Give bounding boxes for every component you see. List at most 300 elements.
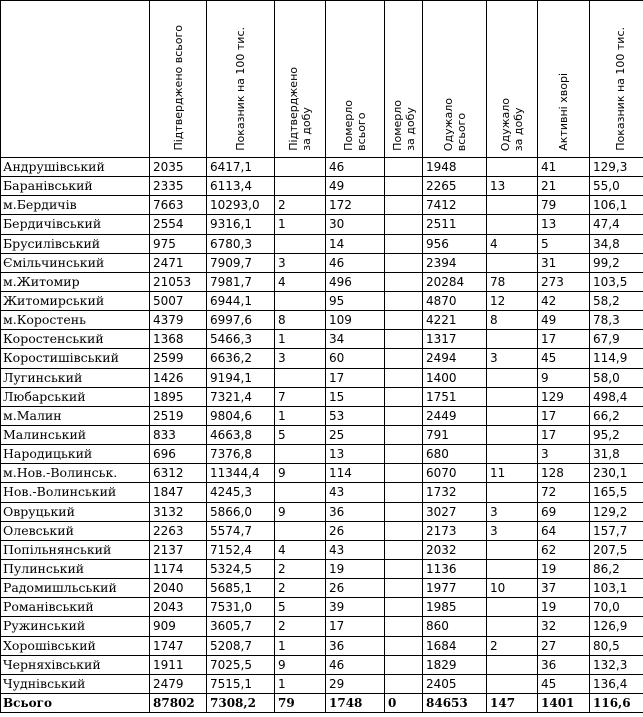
- cell-confirmed-daily: 3: [275, 349, 326, 368]
- cell-active-rate: 95,2: [590, 425, 643, 444]
- cell-deaths-daily: [385, 559, 423, 578]
- cell-active-cases: 45: [538, 349, 590, 368]
- cell-recovered-daily: [487, 387, 538, 406]
- cell-recovered-daily: 11: [487, 464, 538, 483]
- cell-district: Андрушівський: [1, 158, 150, 177]
- cell-deaths-daily: [385, 272, 423, 291]
- header-rate-per-100k: Показник на 100 тис.: [207, 1, 275, 158]
- cell-deaths-total: 15: [326, 387, 385, 406]
- table-row: [1, 674, 643, 693]
- cell-confirmed-total: 3132: [150, 502, 207, 521]
- cell-recovered-total: 1977: [423, 579, 487, 598]
- cell-confirmed-total: 2263: [150, 521, 207, 540]
- cell-deaths-total: 17: [326, 368, 385, 387]
- total-cell-confirmed-total: 87802: [150, 693, 207, 712]
- cell-confirmed-daily: 1: [275, 406, 326, 425]
- cell-deaths-total: 46: [326, 253, 385, 272]
- cell-active-rate: 132,3: [590, 655, 643, 674]
- table-row: [1, 349, 643, 368]
- cell-rate-per-100k: 7909,7: [207, 253, 275, 272]
- cell-deaths-total: 14: [326, 234, 385, 253]
- cell-confirmed-daily: 9: [275, 502, 326, 521]
- cell-recovered-total: 4221: [423, 311, 487, 330]
- cell-active-cases: 45: [538, 674, 590, 693]
- cell-deaths-total: 17: [326, 617, 385, 636]
- cell-district: Малинський: [1, 425, 150, 444]
- cell-active-cases: 32: [538, 617, 590, 636]
- cell-confirmed-total: 7663: [150, 196, 207, 215]
- header-district: [1, 1, 150, 158]
- cell-confirmed-total: 2040: [150, 579, 207, 598]
- cell-rate-per-100k: 7025,5: [207, 655, 275, 674]
- cell-recovered-total: 1136: [423, 559, 487, 578]
- cell-rate-per-100k: 5574,7: [207, 521, 275, 540]
- cell-rate-per-100k: 6780,3: [207, 234, 275, 253]
- cell-active-rate: 34,8: [590, 234, 643, 253]
- cell-rate-per-100k: 7321,4: [207, 387, 275, 406]
- cell-district: Романівський: [1, 598, 150, 617]
- cell-active-cases: 49: [538, 311, 590, 330]
- cell-active-cases: 19: [538, 598, 590, 617]
- cell-confirmed-daily: [275, 234, 326, 253]
- cell-active-cases: 9: [538, 368, 590, 387]
- cell-confirmed-total: 2043: [150, 598, 207, 617]
- cell-confirmed-daily: 1: [275, 215, 326, 234]
- cell-recovered-total: 2173: [423, 521, 487, 540]
- cell-district: Попільнянський: [1, 540, 150, 559]
- cell-rate-per-100k: 7515,1: [207, 674, 275, 693]
- cell-rate-per-100k: 4663,8: [207, 425, 275, 444]
- table-row: [1, 655, 643, 674]
- cell-confirmed-daily: 2: [275, 579, 326, 598]
- cell-active-rate: 129,2: [590, 502, 643, 521]
- cell-recovered-daily: [487, 368, 538, 387]
- cell-recovered-total: 860: [423, 617, 487, 636]
- cell-deaths-daily: [385, 387, 423, 406]
- cell-deaths-daily: [385, 196, 423, 215]
- cell-deaths-daily: [385, 521, 423, 540]
- cell-active-cases: 5: [538, 234, 590, 253]
- cell-district: Радомишльський: [1, 579, 150, 598]
- cell-confirmed-total: 1895: [150, 387, 207, 406]
- cell-deaths-total: 49: [326, 177, 385, 196]
- cell-district: Любарський: [1, 387, 150, 406]
- table-row: [1, 425, 643, 444]
- cell-active-rate: 207,5: [590, 540, 643, 559]
- cell-confirmed-daily: 5: [275, 598, 326, 617]
- cell-confirmed-total: 5007: [150, 291, 207, 310]
- cell-active-rate: 136,4: [590, 674, 643, 693]
- cell-deaths-daily: [385, 502, 423, 521]
- cell-deaths-daily: [385, 234, 423, 253]
- cell-confirmed-daily: [275, 291, 326, 310]
- cell-recovered-total: 3027: [423, 502, 487, 521]
- cell-district: Черняхівський: [1, 655, 150, 674]
- cell-active-rate: 103,1: [590, 579, 643, 598]
- cell-recovered-daily: [487, 559, 538, 578]
- total-cell-deaths-daily: 0: [385, 693, 423, 712]
- table-row: [1, 579, 643, 598]
- cell-active-cases: 41: [538, 158, 590, 177]
- cell-district: Ємільчинський: [1, 253, 150, 272]
- cell-active-rate: 106,1: [590, 196, 643, 215]
- cell-recovered-daily: [487, 598, 538, 617]
- cell-recovered-daily: [487, 330, 538, 349]
- cell-active-rate: 58,0: [590, 368, 643, 387]
- cell-deaths-total: 26: [326, 521, 385, 540]
- cell-rate-per-100k: 5866,0: [207, 502, 275, 521]
- cell-rate-per-100k: 5208,7: [207, 636, 275, 655]
- cell-rate-per-100k: 9194,1: [207, 368, 275, 387]
- cell-active-rate: 126,9: [590, 617, 643, 636]
- cell-active-cases: 27: [538, 636, 590, 655]
- cell-confirmed-total: 909: [150, 617, 207, 636]
- cell-rate-per-100k: 6417,1: [207, 158, 275, 177]
- cell-district: Хорошівський: [1, 636, 150, 655]
- cell-district: м.Житомир: [1, 272, 150, 291]
- cell-recovered-total: 2265: [423, 177, 487, 196]
- cell-recovered-total: 680: [423, 445, 487, 464]
- cell-confirmed-total: 2137: [150, 540, 207, 559]
- cell-deaths-total: 60: [326, 349, 385, 368]
- cell-rate-per-100k: 7981,7: [207, 272, 275, 291]
- cell-district: Ружинський: [1, 617, 150, 636]
- table-row: [1, 617, 643, 636]
- cell-district: Коростенський: [1, 330, 150, 349]
- cell-confirmed-total: 4379: [150, 311, 207, 330]
- cell-confirmed-daily: [275, 177, 326, 196]
- cell-deaths-daily: [385, 445, 423, 464]
- cell-district: Овруцький: [1, 502, 150, 521]
- cell-recovered-total: 2394: [423, 253, 487, 272]
- cell-active-cases: 129: [538, 387, 590, 406]
- cell-active-cases: 69: [538, 502, 590, 521]
- cell-recovered-daily: [487, 445, 538, 464]
- cell-recovered-daily: [487, 617, 538, 636]
- table-row: [1, 521, 643, 540]
- cell-rate-per-100k: 3605,7: [207, 617, 275, 636]
- cell-confirmed-total: 1174: [150, 559, 207, 578]
- cell-active-rate: 66,2: [590, 406, 643, 425]
- cell-deaths-daily: [385, 598, 423, 617]
- cell-recovered-total: 1985: [423, 598, 487, 617]
- cell-active-rate: 58,2: [590, 291, 643, 310]
- cell-confirmed-daily: 1: [275, 330, 326, 349]
- cell-district: Лугинський: [1, 368, 150, 387]
- cell-confirmed-daily: [275, 368, 326, 387]
- cell-active-cases: 42: [538, 291, 590, 310]
- cell-deaths-total: 36: [326, 636, 385, 655]
- table-row: [1, 158, 643, 177]
- table-row: [1, 387, 643, 406]
- total-cell-district: Всього: [1, 693, 150, 712]
- cell-recovered-daily: [487, 540, 538, 559]
- cell-active-cases: 21: [538, 177, 590, 196]
- cell-district: м.Коростень: [1, 311, 150, 330]
- table-row: [1, 330, 643, 349]
- cell-deaths-total: 13: [326, 445, 385, 464]
- cell-deaths-total: 25: [326, 425, 385, 444]
- cell-district: Олевський: [1, 521, 150, 540]
- table-row: [1, 445, 643, 464]
- cell-active-cases: 128: [538, 464, 590, 483]
- cell-deaths-total: 172: [326, 196, 385, 215]
- cell-recovered-daily: [487, 406, 538, 425]
- cell-deaths-daily: [385, 349, 423, 368]
- cell-rate-per-100k: 6997,6: [207, 311, 275, 330]
- cell-confirmed-total: 975: [150, 234, 207, 253]
- cell-recovered-daily: 8: [487, 311, 538, 330]
- cell-recovered-total: 2494: [423, 349, 487, 368]
- cell-confirmed-total: 2554: [150, 215, 207, 234]
- total-cell-rate-per-100k: 7308,2: [207, 693, 275, 712]
- cell-active-cases: 72: [538, 483, 590, 502]
- table-row: [1, 559, 643, 578]
- cell-active-rate: 80,5: [590, 636, 643, 655]
- cell-deaths-total: 29: [326, 674, 385, 693]
- cell-deaths-daily: [385, 425, 423, 444]
- cell-recovered-total: 1684: [423, 636, 487, 655]
- cell-active-cases: 62: [538, 540, 590, 559]
- cell-deaths-daily: [385, 636, 423, 655]
- cell-deaths-total: 43: [326, 540, 385, 559]
- cell-district: Бердичівський: [1, 215, 150, 234]
- total-cell-recovered-total: 84653: [423, 693, 487, 712]
- cell-confirmed-daily: [275, 445, 326, 464]
- cell-confirmed-total: 696: [150, 445, 207, 464]
- table-row: [1, 598, 643, 617]
- cell-district: м.Малин: [1, 406, 150, 425]
- cell-active-cases: 37: [538, 579, 590, 598]
- header-active-cases: Активні хворі: [538, 1, 590, 158]
- cell-rate-per-100k: 10293,0: [207, 196, 275, 215]
- cell-recovered-total: 1317: [423, 330, 487, 349]
- cell-rate-per-100k: 4245,3: [207, 483, 275, 502]
- cell-rate-per-100k: 9804,6: [207, 406, 275, 425]
- cell-rate-per-100k: 11344,4: [207, 464, 275, 483]
- table-row: [1, 291, 643, 310]
- cell-recovered-total: 4870: [423, 291, 487, 310]
- cell-active-cases: 273: [538, 272, 590, 291]
- cell-recovered-daily: [487, 425, 538, 444]
- cell-recovered-total: 2511: [423, 215, 487, 234]
- cell-confirmed-total: 21053: [150, 272, 207, 291]
- cell-deaths-total: 34: [326, 330, 385, 349]
- cell-recovered-daily: 12: [487, 291, 538, 310]
- cell-district: Житомирський: [1, 291, 150, 310]
- cell-deaths-daily: [385, 406, 423, 425]
- cell-recovered-daily: [487, 483, 538, 502]
- cell-deaths-daily: [385, 215, 423, 234]
- cell-recovered-total: 6070: [423, 464, 487, 483]
- cell-deaths-total: 53: [326, 406, 385, 425]
- cell-recovered-total: 7412: [423, 196, 487, 215]
- total-cell-active-cases: 1401: [538, 693, 590, 712]
- cell-rate-per-100k: 6113,4: [207, 177, 275, 196]
- cell-confirmed-daily: 2: [275, 196, 326, 215]
- total-cell-active-rate: 116,6: [590, 693, 643, 712]
- cell-confirmed-total: 6312: [150, 464, 207, 483]
- table-row: [1, 311, 643, 330]
- cell-recovered-total: 956: [423, 234, 487, 253]
- cell-confirmed-daily: 2: [275, 617, 326, 636]
- cell-active-rate: 70,0: [590, 598, 643, 617]
- cell-deaths-total: 46: [326, 655, 385, 674]
- cell-active-rate: 498,4: [590, 387, 643, 406]
- cell-district: Пулинський: [1, 559, 150, 578]
- header-recovered-total: Одужало всього: [423, 1, 487, 158]
- cell-active-rate: 114,9: [590, 349, 643, 368]
- cell-recovered-daily: 78: [487, 272, 538, 291]
- cell-confirmed-total: 2519: [150, 406, 207, 425]
- cell-recovered-total: 2449: [423, 406, 487, 425]
- cell-confirmed-total: 2599: [150, 349, 207, 368]
- header-deaths-daily: Померло за добу: [385, 1, 423, 158]
- cell-deaths-daily: [385, 617, 423, 636]
- cell-confirmed-daily: 9: [275, 464, 326, 483]
- cell-rate-per-100k: 5324,5: [207, 559, 275, 578]
- header-row: [1, 1, 643, 158]
- cell-district: Коростишівський: [1, 349, 150, 368]
- table-row: [1, 196, 643, 215]
- cell-recovered-daily: [487, 253, 538, 272]
- cell-recovered-daily: 3: [487, 521, 538, 540]
- cell-recovered-total: 2032: [423, 540, 487, 559]
- header-confirmed-total: Підтверджено всього: [150, 1, 207, 158]
- cell-active-cases: 17: [538, 330, 590, 349]
- cell-confirmed-daily: 3: [275, 253, 326, 272]
- cell-recovered-daily: 3: [487, 349, 538, 368]
- cell-confirmed-daily: 4: [275, 540, 326, 559]
- cell-active-rate: 129,3: [590, 158, 643, 177]
- cell-confirmed-total: 2335: [150, 177, 207, 196]
- cell-district: Нов.-Волинський: [1, 483, 150, 502]
- cell-district: Чуднівський: [1, 674, 150, 693]
- cell-confirmed-total: 1911: [150, 655, 207, 674]
- cell-confirmed-daily: 4: [275, 272, 326, 291]
- cell-confirmed-daily: 7: [275, 387, 326, 406]
- cell-deaths-total: 95: [326, 291, 385, 310]
- cell-deaths-daily: [385, 253, 423, 272]
- cell-deaths-daily: [385, 368, 423, 387]
- cell-rate-per-100k: 7376,8: [207, 445, 275, 464]
- cell-recovered-total: 1732: [423, 483, 487, 502]
- cell-active-cases: 19: [538, 559, 590, 578]
- cell-confirmed-daily: [275, 521, 326, 540]
- cell-recovered-daily: [487, 655, 538, 674]
- cell-active-cases: 31: [538, 253, 590, 272]
- cell-rate-per-100k: 9316,1: [207, 215, 275, 234]
- cell-deaths-daily: [385, 540, 423, 559]
- cell-rate-per-100k: 7152,4: [207, 540, 275, 559]
- cell-recovered-daily: [487, 158, 538, 177]
- cell-deaths-daily: [385, 330, 423, 349]
- cell-recovered-total: 1948: [423, 158, 487, 177]
- cell-confirmed-daily: 5: [275, 425, 326, 444]
- table-row: [1, 253, 643, 272]
- cell-rate-per-100k: 6636,2: [207, 349, 275, 368]
- cell-confirmed-total: 1426: [150, 368, 207, 387]
- cell-deaths-total: 114: [326, 464, 385, 483]
- cell-active-rate: 31,8: [590, 445, 643, 464]
- cell-recovered-daily: [487, 196, 538, 215]
- cell-recovered-total: 20284: [423, 272, 487, 291]
- header-confirmed-daily: Підтверджено за добу: [275, 1, 326, 158]
- table-row: [1, 234, 643, 253]
- cell-deaths-total: 26: [326, 579, 385, 598]
- cell-confirmed-total: 2035: [150, 158, 207, 177]
- cell-district: м.Нов.-Волинськ.: [1, 464, 150, 483]
- cell-confirmed-daily: [275, 158, 326, 177]
- cell-confirmed-daily: 1: [275, 674, 326, 693]
- table-row: [1, 464, 643, 483]
- table-row: [1, 215, 643, 234]
- header-active-rate-per-100k: Показник на 100 тис.: [590, 1, 643, 158]
- cell-district: Народицький: [1, 445, 150, 464]
- cell-confirmed-total: 2471: [150, 253, 207, 272]
- cell-rate-per-100k: 7531,0: [207, 598, 275, 617]
- table-row: [1, 406, 643, 425]
- cell-recovered-daily: 3: [487, 502, 538, 521]
- cell-recovered-daily: 13: [487, 177, 538, 196]
- table-body: [1, 158, 643, 713]
- cell-active-rate: 230,1: [590, 464, 643, 483]
- table-row: [1, 502, 643, 521]
- total-cell-recovered-daily: 147: [487, 693, 538, 712]
- cell-recovered-total: 2405: [423, 674, 487, 693]
- cell-recovered-daily: 2: [487, 636, 538, 655]
- cell-active-cases: 79: [538, 196, 590, 215]
- cell-active-rate: 165,5: [590, 483, 643, 502]
- cell-active-rate: 55,0: [590, 177, 643, 196]
- cell-active-rate: 157,7: [590, 521, 643, 540]
- cell-deaths-daily: [385, 464, 423, 483]
- cell-active-cases: 64: [538, 521, 590, 540]
- cell-rate-per-100k: 5466,3: [207, 330, 275, 349]
- cell-deaths-daily: [385, 311, 423, 330]
- cell-active-rate: 47,4: [590, 215, 643, 234]
- cell-confirmed-total: 833: [150, 425, 207, 444]
- cell-active-rate: 78,3: [590, 311, 643, 330]
- cell-recovered-total: 791: [423, 425, 487, 444]
- cell-deaths-daily: [385, 158, 423, 177]
- cell-district: м.Бердичів: [1, 196, 150, 215]
- cell-confirmed-daily: [275, 483, 326, 502]
- cell-active-rate: 99,2: [590, 253, 643, 272]
- cell-active-cases: 3: [538, 445, 590, 464]
- total-row: [1, 693, 643, 712]
- cell-confirmed-daily: 1: [275, 636, 326, 655]
- cell-deaths-total: 109: [326, 311, 385, 330]
- total-cell-confirmed-daily: 79: [275, 693, 326, 712]
- cell-recovered-daily: [487, 674, 538, 693]
- cell-active-rate: 86,2: [590, 559, 643, 578]
- cell-deaths-total: 39: [326, 598, 385, 617]
- cell-deaths-daily: [385, 655, 423, 674]
- cell-active-rate: 103,5: [590, 272, 643, 291]
- cell-deaths-total: 30: [326, 215, 385, 234]
- cell-deaths-total: 43: [326, 483, 385, 502]
- cell-confirmed-daily: 8: [275, 311, 326, 330]
- cell-active-cases: 36: [538, 655, 590, 674]
- table-row: [1, 368, 643, 387]
- cell-recovered-daily: [487, 215, 538, 234]
- header-deaths-total: Померло всього: [326, 1, 385, 158]
- table-row: [1, 636, 643, 655]
- cell-deaths-daily: [385, 177, 423, 196]
- cell-deaths-total: 19: [326, 559, 385, 578]
- table-row: [1, 177, 643, 196]
